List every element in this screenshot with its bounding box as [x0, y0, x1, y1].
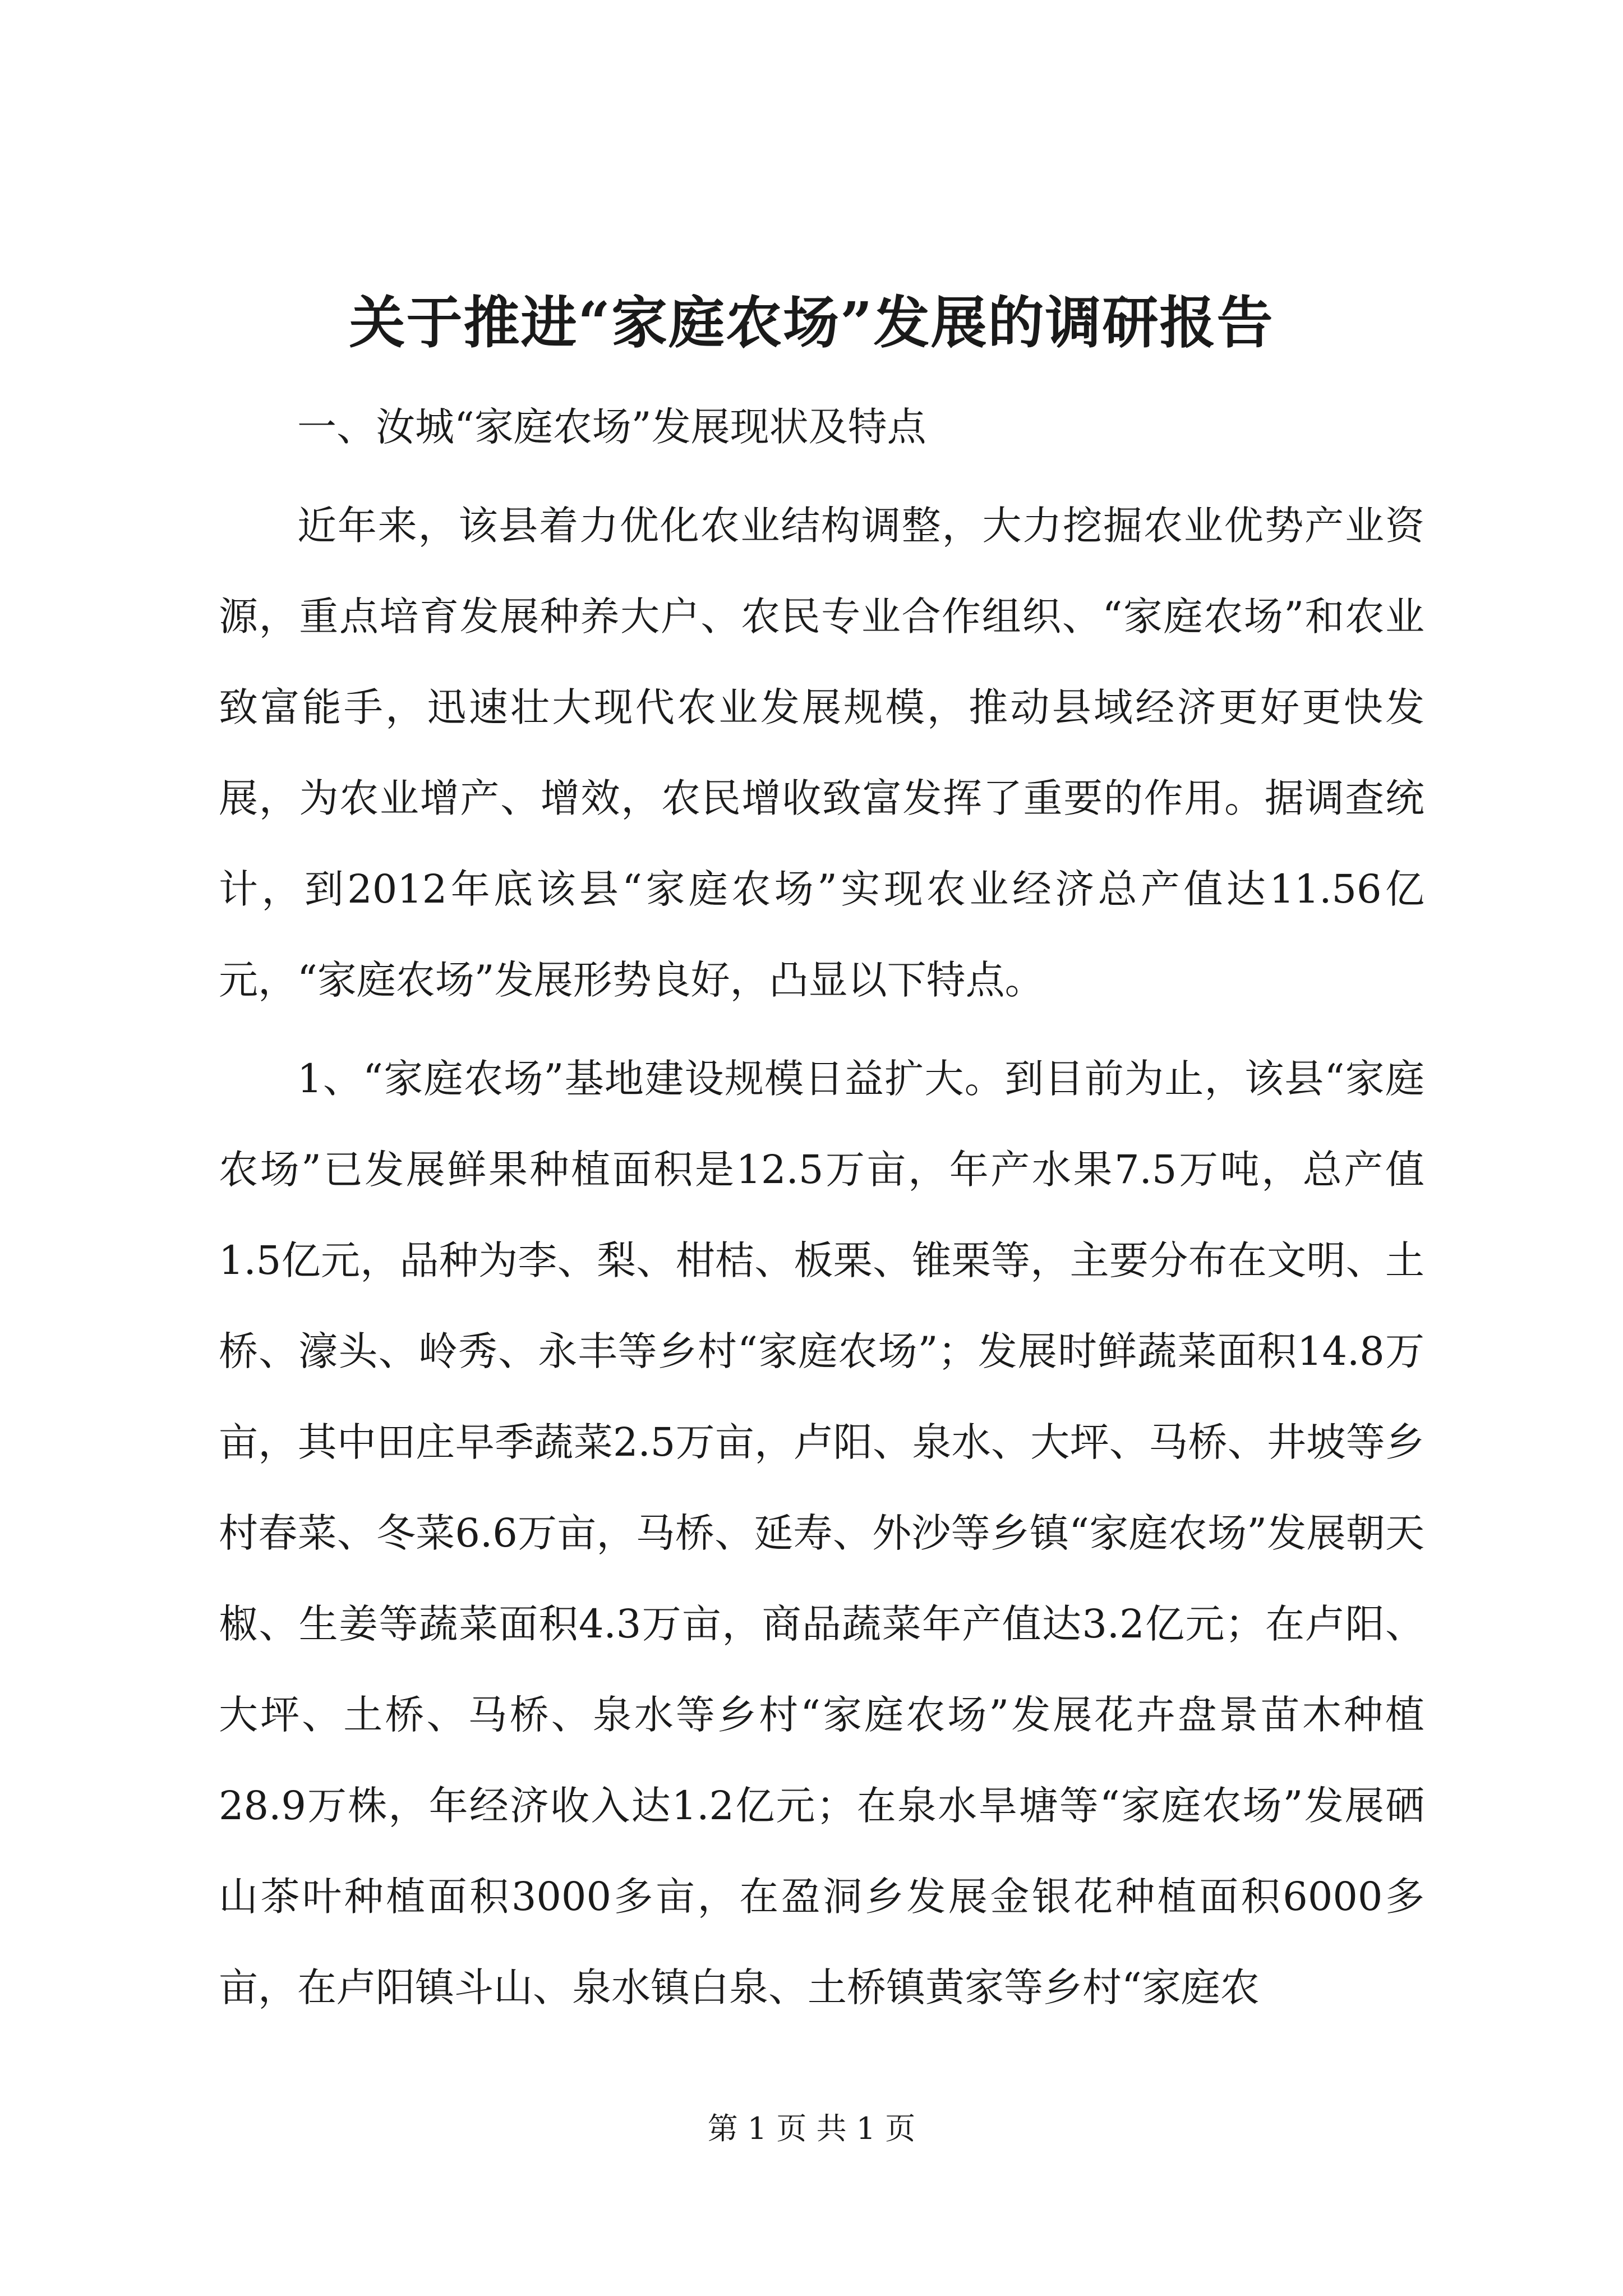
section-heading: 一、汝城“家庭农场”发展现状及特点 [297, 404, 926, 450]
paragraph-point-1: 1、“家庭农场”基地建设规模日益扩大。到目前为止，该县“家庭农场”已发展鲜果种植面积是12.5万亩，年产水果7.5万吨，总产值1.5亿元，品种为李、梨、柑桔、板栗、锥栗等，主要分布在文明、土桥、濠头、岭秀、永丰等乡村“家庭农场”；发展时鲜蔬菜面积14.8万亩，其中田庄早季蔬菜2.5万亩，卢阳、泉水、大坪、马桥、井坡等乡村春菜、冬菜6.6万亩，马桥、延寿、外沙等乡镇“家庭农场”发展朝天椒、生姜等蔬菜面积4.3万亩，商品蔬菜年产值达3.2亿元；在卢阳、大坪、土桥、马桥、泉水等乡村“家庭农场”发展花卉盘景苗木种植28.9万株，年经济收入达1.2亿元；在泉水旱塘等“家庭农场”发展硒山茶叶种植面积3000多亩，在盈洞乡发展金银花种植面积6000多亩，在卢阳镇斗山、泉水镇白泉、土桥镇黄家等乡村“家庭农 [219, 1056, 1424, 2010]
paragraph-overview: 近年来，该县着力优化农业结构调整，大力挖掘农业优势产业资源，重点培育发展种养大户、农民专业合作组织、“家庭农场”和农业致富能手，迅速壮大现代农业发展规模，推动县域经济更好更快发展，为农业增产、增效，农民增收致富发挥了重要的作用。据调查统计，到2012年底该县“家庭农场”实现农业经济总产值达11.56亿元，“家庭农场”发展形势良好，凸显以下特点。 [219, 503, 1424, 1003]
document-title: 关于推进“家庭农场”发展的调研报告 [349, 289, 1274, 356]
document-body [219, 381, 1424, 2033]
page-footer: 第 1 页 共 1 页 [707, 2111, 916, 2146]
